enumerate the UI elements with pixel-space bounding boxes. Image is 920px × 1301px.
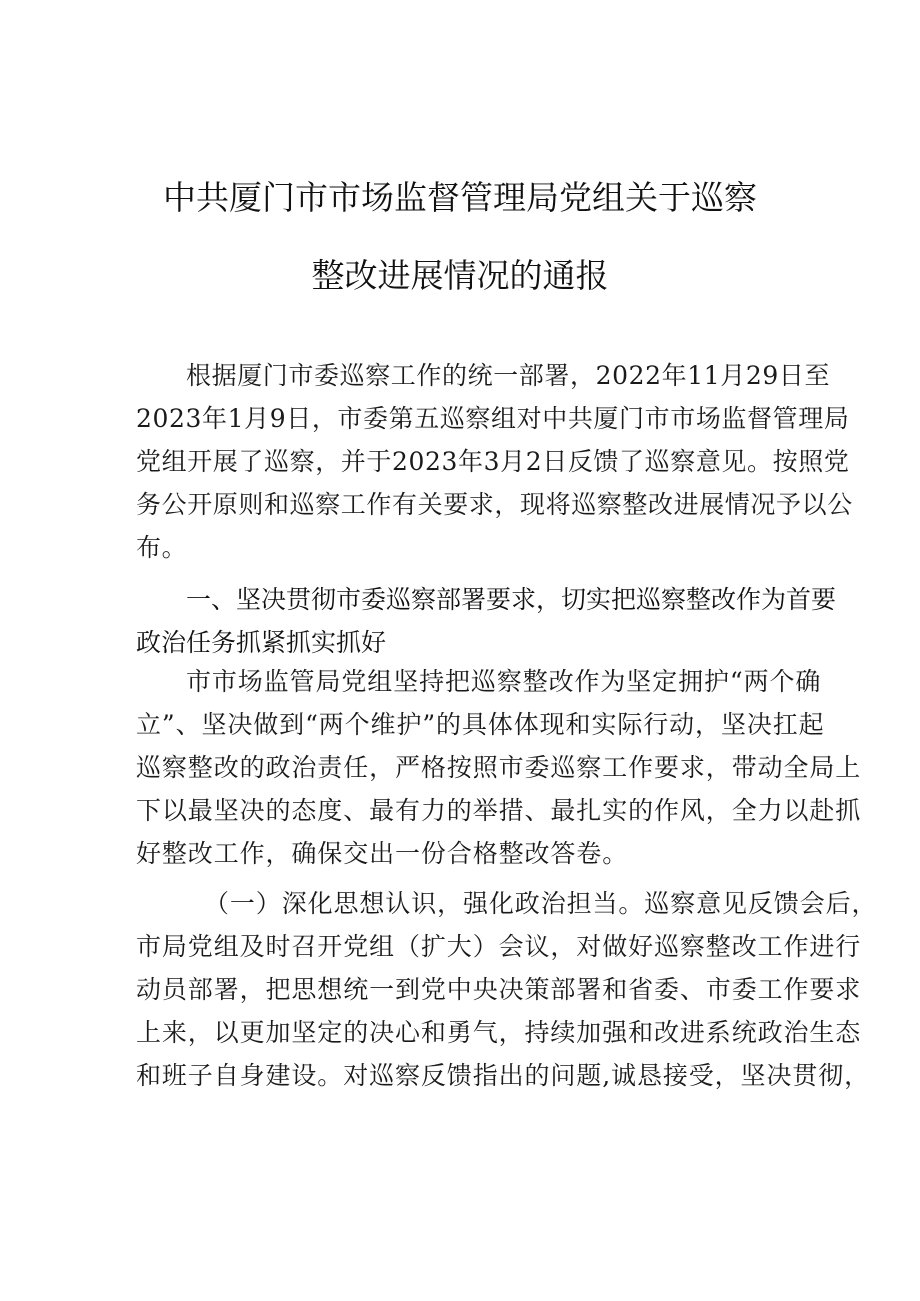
section-1-heading <box>136 578 837 664</box>
section-1-line-2: 立”、坚决做到“两个维护”的具体体现和实际行动，坚决扛起 <box>136 710 825 739</box>
section-1-heading-line-1: 一、坚决贯彻市委巡察部署要求，切实把巡察整改作为首要 <box>186 585 837 614</box>
subsection-1-line-3: 动员部署，把思想统一到党中央决策部署和省委、市委工作要求 <box>136 975 862 1004</box>
section-1-heading-line-2: 政治任务抓紧抓实抓好 <box>136 628 387 657</box>
document-title-line-1: 中共厦门市市场监督管理局党组关于巡察 <box>163 178 757 217</box>
section-1-line-1: 市市场监管局党组坚持把巡察整改作为坚定拥护“两个确 <box>186 667 822 696</box>
subsection-1-line-4: 上来，以更加坚定的决心和勇气，持续加强和改进系统政治生态 <box>136 1018 862 1047</box>
intro-line-1: 根据厦门市委巡察工作的统一部署，2022年11月29日至 <box>186 361 831 390</box>
intro-line-3: 党组开展了巡察，并于2023年3月2日反馈了巡察意见。按照党 <box>136 447 850 476</box>
section-1-line-4: 下以最坚决的态度、最有力的举措、最扎实的作风，全力以赴抓 <box>136 796 862 825</box>
subsection-1-line-1: （一）深化思想认识，强化政治担当。巡察意见反馈会后， <box>204 889 878 918</box>
subsection-1-line-5: 和班子自身建设。对巡察反馈指出的问题,诚恳接受，坚决贯彻， <box>136 1061 871 1090</box>
intro-line-4: 务公开原则和巡察工作有关要求，现将巡察整改进展情况予以公 <box>136 490 853 519</box>
subsection-1-paragraph <box>136 882 878 1097</box>
section-1-line-3: 巡察整改的政治责任，严格按照市委巡察工作要求，带动全局上 <box>136 753 862 782</box>
intro-line-5: 布。 <box>136 533 188 562</box>
document-title-line-2: 整改进展情况的通报 <box>311 256 609 295</box>
intro-line-2: 2023年1月9日，市委第五巡察组对中共厦门市市场监督管理局 <box>136 404 850 433</box>
intro-paragraph <box>136 354 853 569</box>
section-1-line-5: 好整改工作，确保交出一份合格整改答卷。 <box>136 839 629 868</box>
section-1-paragraph <box>136 660 862 875</box>
subsection-1-line-2: 市局党组及时召开党组（扩大）会议，对做好巡察整改工作进行 <box>136 932 862 961</box>
